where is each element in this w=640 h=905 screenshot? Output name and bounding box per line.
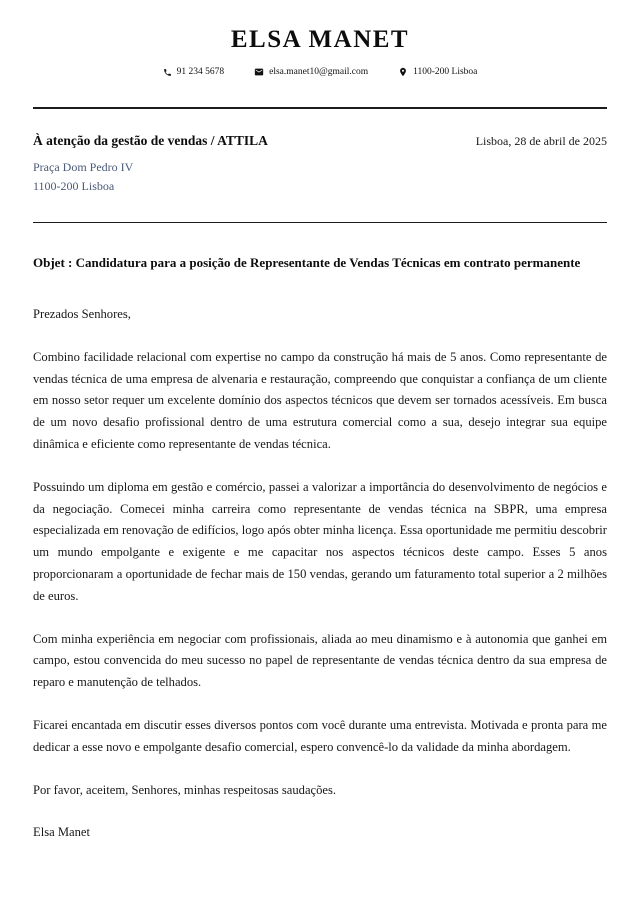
section-divider bbox=[33, 222, 607, 223]
recipient-address-line2: 1100-200 Lisboa bbox=[33, 179, 115, 193]
phone-icon bbox=[163, 68, 172, 77]
closing-line: Por favor, aceitem, Senhores, minhas respeitosas saudações. bbox=[33, 782, 337, 797]
date-line: Lisboa, 28 de abril de 2025 bbox=[475, 134, 607, 148]
envelope-icon bbox=[254, 67, 264, 77]
recipient-address bbox=[33, 158, 607, 196]
header-divider bbox=[33, 107, 607, 109]
recipient-row bbox=[33, 133, 607, 149]
phone-number: 91 234 5678 bbox=[176, 67, 225, 77]
subject-line: Objet : Candidatura para a posição de Representante de Vendas Técnicas em contrato permanente bbox=[33, 255, 581, 270]
location-text: 1100-200 Lisboa bbox=[413, 67, 478, 77]
contact-email bbox=[254, 67, 368, 77]
body-paragraph: Com minha experiência em negociar com profissionais, aliada ao meu dinamismo e à autonomia que ganhei em campo, estou convencida do meu sucesso no papel de representante de vendas técnica dentro da sua empresa de reparo e manutenção de telhados. bbox=[33, 631, 607, 690]
recipient-address-line1: Praça Dom Pedro IV bbox=[33, 160, 134, 174]
body-paragraph: Combino facilidade relacional com expertise no campo da construção há mais de 5 anos. Como representante de vendas técnica de uma empresa de alvenaria e restauração, compreendo que conquistar a confiança de um cliente em nosso setor requer um excelente domínio dos aspectos técnicos que devem ser tornados acessíveis. Em busca de um novo desafio profissional dentro de uma estrutura comercial como a sua, desejo integrar sua equipe dinâmica e eficiente como representante de vendas técnica. bbox=[33, 349, 607, 451]
contact-row bbox=[33, 67, 607, 77]
salutation: Prezados Senhores, bbox=[33, 307, 131, 321]
signature: Elsa Manet bbox=[33, 825, 91, 840]
document-header bbox=[33, 26, 607, 77]
location-pin-icon bbox=[398, 67, 408, 77]
body-paragraph: Ficarei encantada em discutir esses diversos pontos com você durante uma entrevista. Motivada e pronta para me dedicar a esse novo e empolgante desafio comercial, espero convencê-lo da validade da minha abordagem. bbox=[33, 717, 607, 754]
letter-body bbox=[33, 304, 607, 844]
contact-phone bbox=[163, 67, 225, 77]
attention-line: À atenção da gestão de vendas / ATTILA bbox=[33, 133, 268, 148]
body-paragraph: Possuindo um diploma em gestão e comércio, passei a valorizar a importância do desenvolvimento de negócios e da negociação. Comecei minha carreira como representante de vendas técnica na SBPR, uma empresa especializada em renovação de edifícios, logo após obter minha licença. Essa oportunidade me permitiu descobrir um mundo empolgante e exigente e me capacitar nos aspectos técnicos deste campo. Esses 5 anos proporcionaram a oportunidade de fechar mais de 150 vendas, gerando um faturamento total superior a 2 milhões de euros. bbox=[33, 479, 607, 603]
applicant-name: ELSA MANET bbox=[230, 26, 410, 53]
contact-location bbox=[398, 67, 477, 77]
email-address: elsa.manet10@gmail.com bbox=[269, 67, 369, 77]
